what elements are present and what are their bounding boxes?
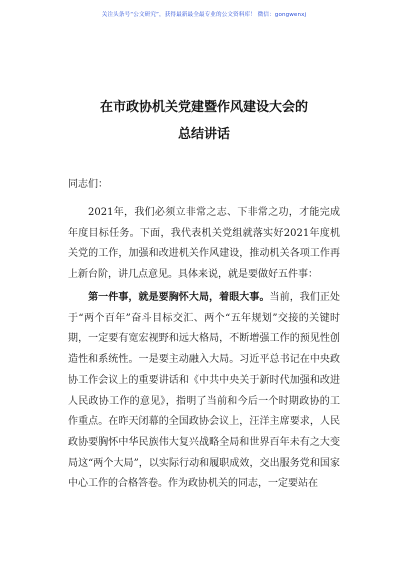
- paragraph-1-text: 2021年，我们必须立非常之志、下非常之功，才能完成年度目标任务。下面，我代表机关党组就落实好2021年度机关党的工作，加强和改进机关作风建设，推动机关各项工作再上新台阶，讲几点意见。具体来说，就是要做好五件事：: [68, 207, 340, 281]
- paragraph-2-lead: 第一件事，就是要胸怀大局，着眼大事。: [88, 292, 270, 303]
- paragraph-2: [68, 288, 340, 495]
- paragraph-1: [68, 203, 340, 286]
- document-title-line-1: 在市政协机关党建暨作风建设大会的: [99, 100, 308, 115]
- salutation: 同志们：: [68, 179, 108, 190]
- header-promo-note: 关注头条号“公文研究”，获得最新最全最专业的公文资料库！ 微信：gongwenxj: [101, 12, 307, 18]
- document-title-line-2: 总结讲话: [177, 127, 230, 142]
- paragraph-2-text: 当前，我们正处于“两个百年”奋斗目标交汇、两个“五年规划”交接的关键时期，一定要有宽宏视野和远大格局，不断增强工作的预见性创造性和系统性。一是要主动融入大局。习近平总书记在中央政协工作会议上的重要讲话和《中共中央关于新时代加强和改进人民政协工作的意见》，指明了当前和今后一个时期政协的工作重点。在昨天闭幕的全国政协会议上，汪洋主席要求，人民政协要胸怀中华民族伟大复兴战略全局和世界百年未有之大变局这“两个大局”，以实际行动和履职成效，交出服务党和国家中心工作的合格答卷。作为政协机关的同志，一定要站在: [68, 292, 341, 490]
